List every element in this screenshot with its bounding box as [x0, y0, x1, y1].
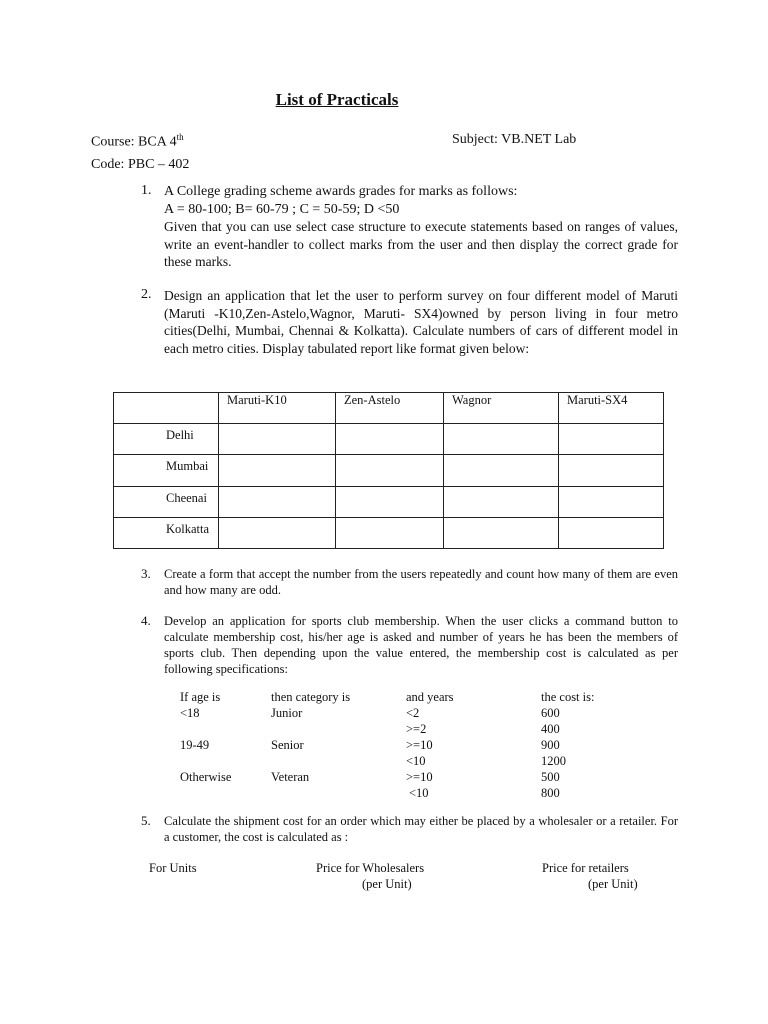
item-2-number: 2. [141, 287, 152, 302]
spec-cell: >=2 [406, 722, 427, 736]
shipment-col-wholesale: Price for Wholesalers [316, 861, 425, 875]
table-header-cell: Maruti-SX4 [559, 393, 664, 424]
table-corner-cell [114, 393, 219, 424]
code-label: Code: PBC – 402 [91, 157, 190, 172]
table-cell [219, 517, 336, 548]
table-row-header: Delhi [114, 424, 219, 455]
spec-cell: Otherwise [180, 770, 232, 784]
spec-cell: 600 [541, 706, 560, 720]
item-5-text: Calculate the shipment cost for an order which may either be placed by a wholesaler or a retailer. For a customer, the cost is calculated as : [164, 814, 678, 844]
spec-cell: 800 [541, 786, 560, 800]
spec-cell: 500 [541, 770, 560, 784]
spec-header: and years [406, 690, 454, 704]
spec-header: If age is [180, 690, 221, 704]
shipment-col-retail-sub: (per Unit) [588, 877, 638, 891]
table-row-header: Kolkatta [114, 517, 219, 548]
item-1-text: Given that you can use select case structure to execute statements based on ranges of values, write an event-handler to collect marks from the user and then display the correct grade for these marks. [164, 219, 678, 269]
table-header-cell: Zen-Astelo [336, 393, 444, 424]
table-cell [336, 455, 444, 486]
spec-cell [180, 785, 231, 801]
table-row-header: Cheenai [114, 486, 219, 517]
table-row [114, 455, 664, 486]
table-cell [444, 455, 559, 486]
shipment-col-retail: Price for retailers [542, 861, 629, 875]
spec-column-category [271, 689, 350, 801]
item-3-number: 3. [141, 566, 151, 581]
spec-cell: 400 [541, 722, 560, 736]
table-cell [559, 455, 664, 486]
table-row-header: Mumbai [114, 455, 219, 486]
table-cell [336, 517, 444, 548]
spec-column-cost [541, 689, 594, 801]
spec-cell: <2 [406, 706, 420, 720]
spec-header: then category is [271, 690, 351, 704]
spec-cell: 900 [541, 738, 560, 752]
item-1 [164, 183, 678, 271]
spec-cell: 1200 [541, 754, 566, 768]
spec-cell [180, 753, 231, 769]
spec-cell: <18 [180, 706, 200, 720]
spec-cell: <10 [406, 754, 426, 768]
table-cell [336, 424, 444, 455]
subject-label: Subject: VB.NET Lab [452, 132, 577, 147]
spec-column-years [406, 689, 454, 801]
spec-header: the cost is: [541, 690, 595, 704]
item-4-number: 4. [141, 613, 151, 628]
table-row [114, 424, 664, 455]
spec-cell: Veteran [271, 770, 310, 784]
spec-cell [180, 721, 231, 737]
item-1-number: 1. [141, 183, 152, 198]
table-cell [219, 486, 336, 517]
survey-table [113, 392, 664, 549]
spec-cell: Senior [271, 738, 304, 752]
course-text: Course: BCA 4 [91, 134, 177, 150]
item-2-text: Design an application that let the user to perform survey on four different model of Maruti (Maruti -K10,Zen-Astelo,Wagnor, Maruti- SX4)owned by person living in four metro cities(Delhi, Mumbai, Chennai & Kolkatta). Calculate numbers of cars of different model in each metro cities. Display tabulated report like format given below: [164, 288, 678, 356]
table-cell [444, 424, 559, 455]
item-1-line-2: A = 80-100; B= 60-79 ; C = 50-59; D <50 [164, 201, 400, 217]
table-row [114, 517, 664, 548]
spec-cell: <10 [409, 786, 429, 800]
table-cell [219, 424, 336, 455]
table-cell [559, 486, 664, 517]
item-4-text: Develop an application for sports club membership. When the user clicks a command button to calculate membership cost, his/her age is asked and number of years he has been the members of sports club. Then depending upon the value entered, the membership cost is calculated as per following specifications: [164, 614, 678, 676]
table-cell [336, 486, 444, 517]
course-label [91, 132, 184, 151]
spec-cell [271, 721, 350, 737]
table-cell [559, 517, 664, 548]
item-3-text: Create a form that accept the number from the users repeatedly and count how many of them are even and how many are odd. [164, 567, 678, 597]
table-header-row [114, 393, 664, 424]
spec-cell [271, 753, 350, 769]
shipment-col-wholesale-sub: (per Unit) [362, 877, 412, 891]
spec-cell: 19-49 [180, 738, 210, 752]
spec-cell: >=10 [406, 738, 433, 752]
table-header-cell: Wagnor [444, 393, 559, 424]
table-cell [219, 455, 336, 486]
table-cell [444, 517, 559, 548]
item-1-line-1: A College grading scheme awards grades for marks as follows: [164, 184, 518, 199]
table-row [114, 486, 664, 517]
spec-cell: >=10 [406, 770, 433, 784]
spec-column-age [180, 689, 231, 801]
table-cell [559, 424, 664, 455]
item-5-number: 5. [141, 813, 151, 828]
page-title: List of Practicals [275, 90, 399, 109]
table-header-cell: Maruti-K10 [219, 393, 336, 424]
course-superscript: th [176, 132, 184, 142]
table-cell [444, 486, 559, 517]
shipment-col-units: For Units [149, 861, 197, 875]
spec-cell [271, 785, 350, 801]
spec-cell: Junior [271, 706, 303, 720]
